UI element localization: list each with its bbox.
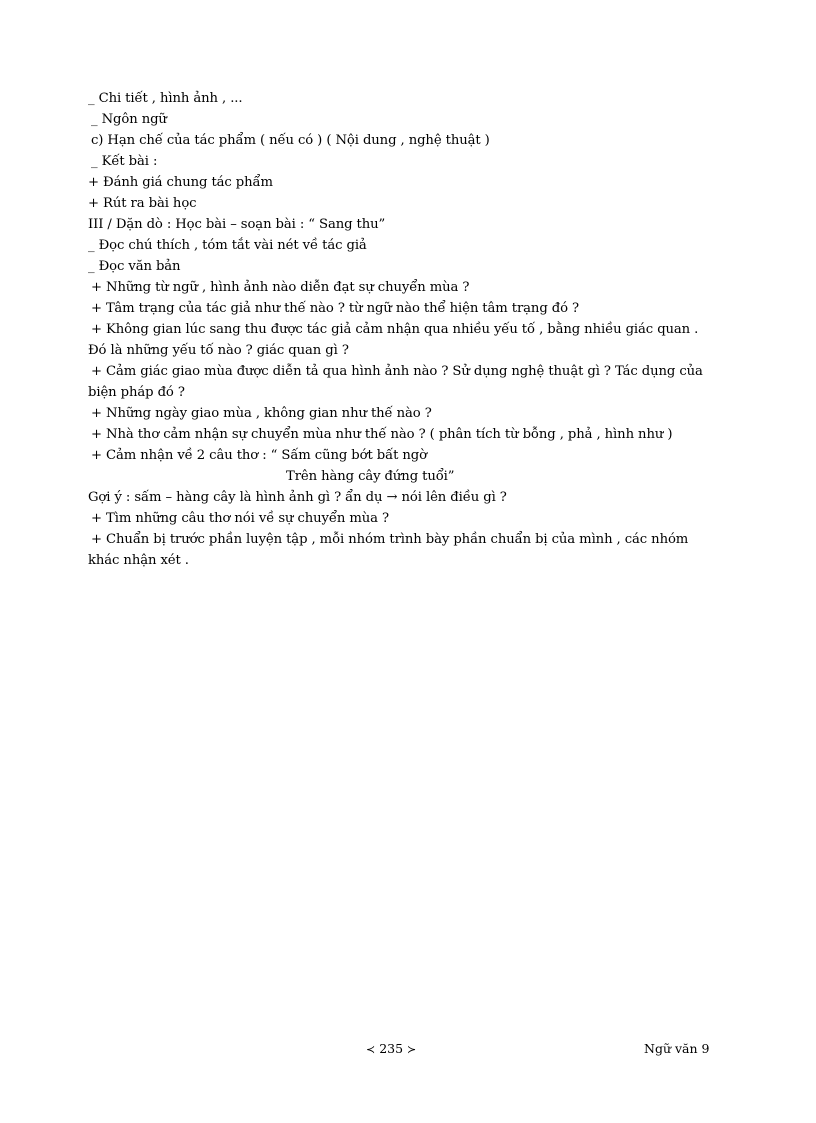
line-verse-second: Trên hàng cây đứng tuổi” bbox=[286, 469, 455, 484]
line-details: _ Chi tiết , hình ảnh , ... bbox=[88, 91, 243, 106]
page-footer bbox=[0, 1041, 816, 1061]
line-prepare-practice-cont: khác nhận xét . bbox=[88, 553, 189, 568]
chevron-left-icon: ≺ bbox=[366, 1043, 376, 1056]
line-overall-evaluation: + Đánh giá chung tác phẩm bbox=[88, 175, 273, 190]
line-prepare-practice: + Chuẩn bị trước phần luyện tập , mỗi nhóm trình bày phần chuẩn bị của mình , các nhóm bbox=[91, 532, 689, 547]
subject-label: Ngữ văn 9 bbox=[644, 1041, 710, 1056]
line-question-space: + Không gian lúc sang thu được tác giả cảm nhận qua nhiều yếu tố , bằng nhiều giác quan . bbox=[91, 322, 699, 337]
chevron-right-icon: ≻ bbox=[407, 1043, 417, 1056]
line-question-mood: + Tâm trạng của tác giả như thế nào ? từ ngữ nào thể hiện tâm trạng đó ? bbox=[91, 301, 580, 316]
line-question-words: + Những từ ngữ , hình ảnh nào diễn đạt sự chuyển mùa ? bbox=[91, 280, 470, 295]
line-question-days: + Những ngày giao mùa , không gian như thế nào ? bbox=[91, 406, 432, 421]
line-read-notes: _ Đọc chú thích , tóm tắt vài nét về tác giả bbox=[88, 238, 367, 253]
line-hint: Gợi ý : sấm – hàng cây là hình ảnh gì ? ẩn dụ → nói lên điều gì ? bbox=[88, 490, 507, 505]
page-number: 235 bbox=[379, 1041, 404, 1056]
line-lesson-learned: + Rút ra bài học bbox=[88, 196, 197, 211]
page-number-group bbox=[366, 1041, 416, 1056]
line-question-feeling-cont: biện pháp đó ? bbox=[88, 385, 185, 400]
line-question-poet: + Nhà thơ cảm nhận sự chuyển mùa như thế nào ? ( phân tích từ bỗng , phả , hình như ) bbox=[91, 427, 673, 442]
document-body bbox=[88, 88, 733, 571]
line-question-space-cont: Đó là những yếu tố nào ? giác quan gì ? bbox=[88, 343, 349, 358]
line-homework-heading: III / Dặn dò : Học bài – soạn bài : “ Sang thu” bbox=[88, 217, 386, 232]
line-conclusion-heading: _ Kết bài : bbox=[91, 154, 158, 169]
line-read-text: _ Đọc văn bản bbox=[88, 259, 181, 274]
line-question-verses: + Cảm nhận về 2 câu thơ : “ Sấm cũng bớt bất ngờ bbox=[91, 448, 427, 463]
line-question-feeling: + Cảm giác giao mùa được diễn tả qua hình ảnh nào ? Sử dụng nghệ thuật gì ? Tác dụng của bbox=[91, 364, 703, 379]
line-language: _ Ngôn ngữ bbox=[91, 112, 167, 127]
line-find-verses: + Tìm những câu thơ nói về sự chuyển mùa ? bbox=[91, 511, 390, 526]
line-limitations: c) Hạn chế của tác phẩm ( nếu có ) ( Nội dung , nghệ thuật ) bbox=[91, 133, 490, 148]
